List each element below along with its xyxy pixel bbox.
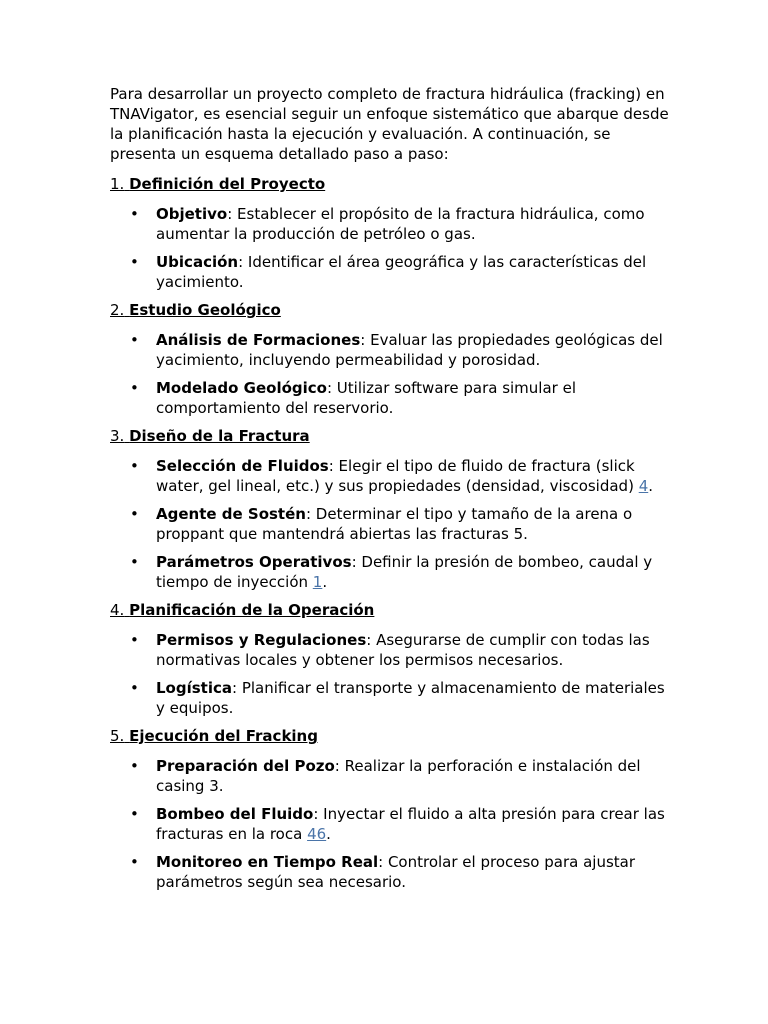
section-number: 5. [110,727,125,745]
reference-link[interactable]: 4 [638,477,649,495]
item-term: Parámetros Operativos [156,553,352,571]
section-number: 2. [110,301,125,319]
item-term: Preparación del Pozo [156,757,335,775]
item-term: Logística [156,679,232,697]
section-heading [110,726,670,746]
bullet-list [110,456,670,592]
list-item [110,678,670,718]
item-text: : Controlar el proceso para ajustar parámetros según sea necesario. [156,853,636,891]
item-tail: . [322,573,328,591]
section-title: Ejecución del Fracking [129,727,318,745]
list-item [110,378,670,418]
reference-link[interactable]: 1 [312,573,323,591]
item-term: Agente de Sostén [156,505,306,523]
item-text: : Elegir el tipo de fluido de fractura (slick water, gel lineal, etc.) y sus propiedades (densidad, viscosidad) [156,457,639,495]
list-item [110,552,670,592]
item-text: : Realizar la perforación e instalación del casing 3. [156,757,641,795]
item-term: Ubicación [156,253,239,271]
list-item [110,204,670,244]
section-number: 1. [110,175,125,193]
intro-paragraph: Para desarrollar un proyecto completo de fractura hidráulica (fracking) en TNAVigator, es esencial seguir un enfoque sistemático que abarque desde la planificación hasta la ejecución y evaluación. A continuación, se presenta un esquema detallado paso a paso: [110,85,669,163]
reference-link[interactable]: 46 [307,825,327,843]
list-item [110,252,670,292]
bullet-list [110,630,670,718]
list-item [110,756,670,796]
item-text: : Establecer el propósito de la fractura hidráulica, como aumentar la producción de petróleo o gas. [156,205,645,243]
section-heading [110,426,670,446]
item-text: : Determinar el tipo y tamaño de la arena o proppant que mantendrá abiertas las fracturas 5. [156,505,633,543]
list-item [110,456,670,496]
item-text: : Utilizar software para simular el comportamiento del reservorio. [156,379,576,417]
item-text: : Definir la presión de bombeo, caudal y tiempo de inyección [156,553,653,591]
item-text: : Inyectar el fluido a alta presión para crear las fracturas en la roca [156,805,665,843]
section-number: 3. [110,427,125,445]
section-title: Planificación de la Operación [129,601,375,619]
section-title: Definición del Proyecto [129,175,326,193]
item-tail: . [326,825,331,843]
item-term: Bombeo del Fluido [156,805,314,823]
item-term: Monitoreo en Tiempo Real [156,853,379,871]
item-term: Selección de Fluidos [156,457,329,475]
section-number: 4. [110,601,125,619]
bullet-list [110,330,670,418]
item-text: : Planificar el transporte y almacenamiento de materiales y equipos. [156,679,665,717]
section-title: Estudio Geológico [129,301,281,319]
item-term: Modelado Geológico [156,379,327,397]
item-term: Análisis de Formaciones [156,331,361,349]
list-item [110,330,670,370]
list-item [110,504,670,544]
bullet-list [110,756,670,892]
section-title: Diseño de la Fractura [129,427,310,445]
item-tail: . [648,477,654,495]
item-text: : Identificar el área geográfica y las características del yacimiento. [156,253,647,291]
document-body [110,84,670,900]
item-term: Permisos y Regulaciones [156,631,367,649]
section-heading [110,300,670,320]
sections-container [110,174,670,892]
list-item [110,630,670,670]
section-heading [110,174,670,194]
section-heading [110,600,670,620]
item-term: Objetivo [156,205,228,223]
item-text: : Asegurarse de cumplir con todas las normativas locales y obtener los permisos necesarios. [156,631,650,669]
list-item [110,852,670,892]
item-text: : Evaluar las propiedades geológicas del yacimiento, incluyendo permeabilidad y porosidad. [156,331,663,369]
bullet-list [110,204,670,292]
list-item [110,804,670,844]
